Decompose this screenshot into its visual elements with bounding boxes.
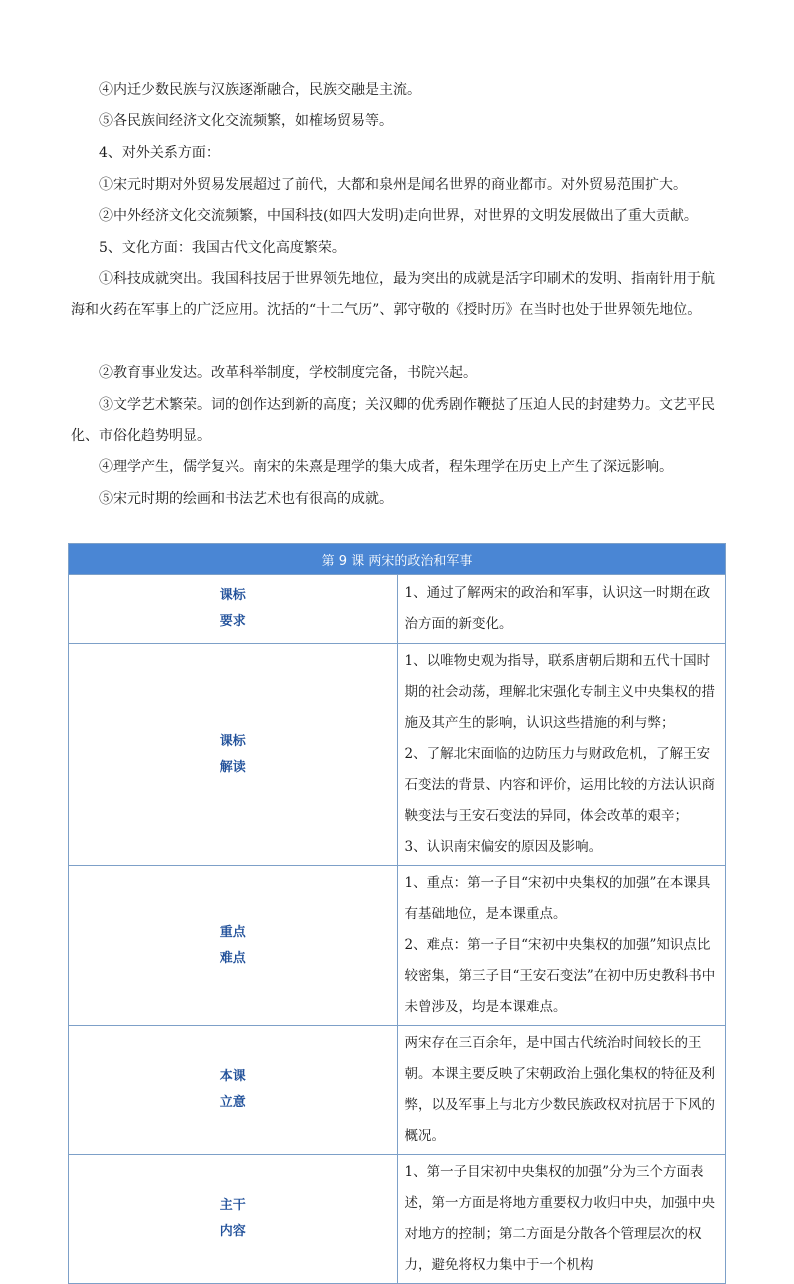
heading-culture: 5、文化方面：我国古代文化高度繁荣。 — [99, 240, 346, 256]
lesson-title: 第 9 课 两宋的政治和军事 — [69, 544, 726, 575]
paragraph-cultural-exchange: ②中外经济文化交流频繁，中国科技(如四大发明)走向世界，对世界的文明发展做出了重大贡献。 — [99, 208, 698, 224]
row-label-curriculum-requirement: 课标 要求 — [69, 575, 398, 644]
paragraph-literature-art: ③文学艺术繁荣。词的创作达到新的高度；关汉卿的优秀剧作鞭挞了压迫人民的封建势力。文艺平民化、市俗化趋势明显。 — [71, 397, 715, 444]
row-label-curriculum-interpretation: 课标 解读 — [69, 644, 398, 866]
paragraph-science-tech: ①科技成就突出。我国科技居于世界领先地位，最为突出的成就是活字印刷术的发明、指南针用于航海和火药在军事上的广泛应用。沈括的“十二气历”、郭守敬的《授时历》在当时也处于世界领先地位。 — [71, 271, 715, 318]
row-label-main-content: 主干 内容 — [69, 1155, 398, 1284]
row-label-key-difficult-points: 重点 难点 — [69, 866, 398, 1026]
row-label-lesson-intent: 本课 立意 — [69, 1026, 398, 1155]
paragraph-ethnic-fusion: ④内迁少数民族与汉族逐渐融合，民族交融是主流。 — [99, 82, 421, 98]
paragraph-education: ②教育事业发达。改革科举制度，学校制度完备，书院兴起。 — [99, 365, 477, 381]
table-row — [69, 1026, 726, 1155]
table-row — [69, 644, 726, 866]
row-content: 1、通过了解两宋的政治和军事，认识这一时期在政治方面的新变化。 — [397, 575, 726, 644]
table-row — [69, 575, 726, 644]
paragraph-ethnic-exchange: ⑤各民族间经济文化交流频繁，如榷场贸易等。 — [99, 113, 393, 129]
row-content: 1、第一子目宋初中央集权的加强”分为三个方面表述，第一方面是将地方重要权力收归中央，加强中央对地方的控制；第二方面是分散各个管理层次的权力，避免将权力集中于一个机构 — [397, 1155, 726, 1284]
row-content: 1、以唯物史观为指导，联系唐朝后期和五代十国时期的社会动荡，理解北宋强化专制主义中央集权的措施及其产生的影响，认识这些措施的利与弊； 2、了解北宋面临的边防压力与财政危机，了解王安石变法的背景、内容和评价，运用比较的方法认识商鞅变法与王安石变法的异同，体会改革的艰辛； 3、认识南宋偏安的原因及影响。 — [397, 644, 726, 866]
row-content: 两宋存在三百余年，是中国古代统治时间较长的王朝。本课主要反映了宋朝政治上强化集权的特征及利弊，以及军事上与北方少数民族政权对抗居于下风的概况。 — [397, 1026, 726, 1155]
table-header-row — [69, 544, 726, 575]
lesson-table — [68, 543, 726, 1284]
paragraph-neo-confucianism: ④理学产生，儒学复兴。南宋的朱熹是理学的集大成者，程朱理学在历史上产生了深远影响。 — [99, 459, 673, 475]
heading-foreign-relations: 4、对外关系方面： — [99, 145, 220, 161]
table-row — [69, 866, 726, 1026]
table-row — [69, 1155, 726, 1284]
row-content: 1、重点：第一子目“宋初中央集权的加强”在本课具有基础地位，是本课重点。 2、难点：第一子目“宋初中央集权的加强”知识点比较密集，第三子目“王安石变法”在初中历史教科书中未曾涉及，均是本课难点。 — [397, 866, 726, 1026]
paragraph-painting-calligraphy: ⑤宋元时期的绘画和书法艺术也有很高的成就。 — [99, 491, 393, 507]
paragraph-foreign-trade: ①宋元时期对外贸易发展超过了前代，大都和泉州是闻名世界的商业都市。对外贸易范围扩大。 — [99, 177, 687, 193]
